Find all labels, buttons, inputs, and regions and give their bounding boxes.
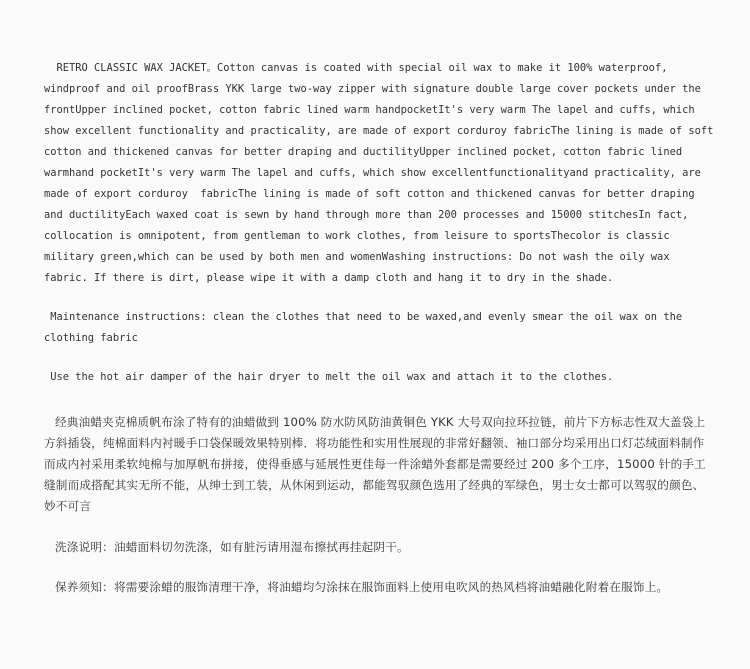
chinese-care-paragraph: 保养须知：将需要涂蜡的服饰清理干净，将油蜡均匀涂抹在服饰面料上使用电吹风的热风档将油蜡融化附着在服饰上。 xyxy=(55,580,669,594)
chinese-washing-paragraph: 洗涤说明：油蜡面料切勿洗涤，如有脏污请用湿布擦拭再挂起阴干。 xyxy=(55,540,409,554)
chinese-intro-paragraph: 经典油蜡夹克棉质帆布涂了特有的油蜡做到 100% 防水防风防油黄铜色 YKK 大号双向拉环拉链，前片下方标志性双大盖袋上方斜插袋，纯棉面料内衬暖手口袋保暖效果特别棒．将功能性和实用性展现的非常好翻领、袖口部分均采用出口灯芯绒面料制作而成内衬采用柔软纯棉与加厚帆布拼接，使得垂感与延展性更佳每一件涂蜡外套都是需要经过 200 多个工序，15000 针的手工缝制而成搭配其实无所不能，从绅士到工装，从休闲到运动，都能驾驭颜色选用了经典的军绿色，男士女士都可以驾驭的颜色、妙不可言 xyxy=(44,415,706,513)
english-maintenance-paragraph: Maintenance instructions: clean the clothes that need to be waxed,and evenly smear the oil wax on the clothing fabric xyxy=(44,311,689,344)
product-description xyxy=(44,58,720,598)
english-intro-paragraph: RETRO CLASSIC WAX JACKET。Cotton canvas is coated with special oil wax to make it 100% waterproof, windproof and oil proofBrass YKK large two-way zipper with signature double large cover pockets under the frontUpper inclined pocket, cotton fabric lined warm handpocketIt's very warm The lapel and cuffs, which show excellent functionality and practicality, are made of export corduroy fabricThe lining is made of soft cotton and thickened canvas for better draping and ductilityUpper inclined pocket, cotton fabric lined warmhand pocketIt's very warm The lapel and cuffs, which show excellentfunctionalityand practicality, are made of export corduroy fabricThe lining is made of soft cotton and thickened canvas for better draping and ductilityEach waxed coat is sewn by hand through more than 200 processes and 15000 stitchesIn fact, collocation is omnipotent, from gentleman to work clothes, from leisure to sportsThecolor is classic military green,which can be used by both men and womenWashing instructions: Do not wash the oily wax fabric. If there is dirt, please wipe it with a damp cloth and hang it to dry in the shade. xyxy=(44,62,720,284)
english-hot-air-paragraph: Use the hot air damper of the hair dryer to melt the oil wax and attach it to the clothes. xyxy=(44,371,614,383)
